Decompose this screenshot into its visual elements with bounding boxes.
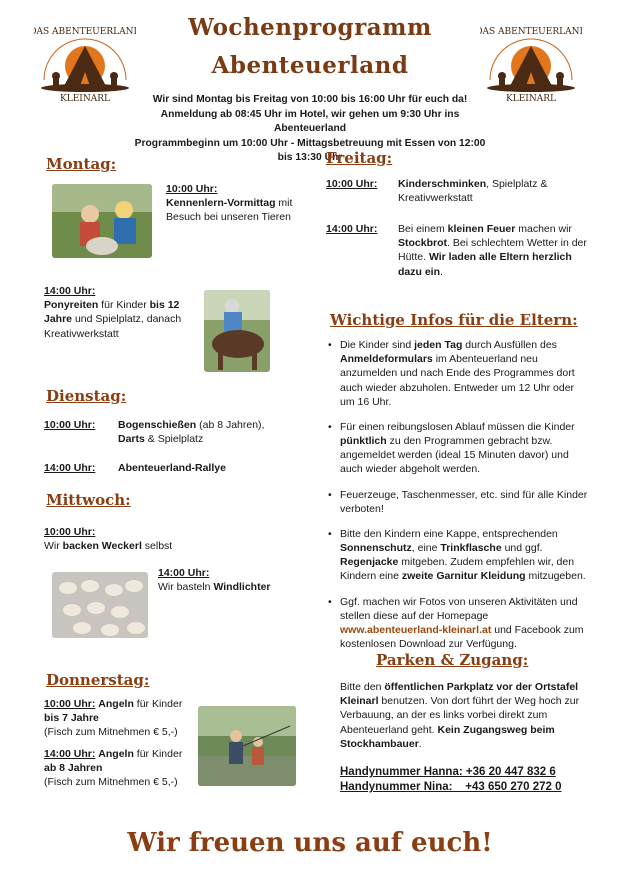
heading-infos: Wichtige Infos für die Eltern:	[330, 311, 578, 329]
parken-text-c: .	[418, 737, 422, 750]
mittwoch-activity-2: Windlichter	[213, 581, 271, 594]
heading-parken: Parken & Zugang:	[376, 651, 529, 669]
photo-fishing	[198, 706, 296, 786]
dienstag-desc-1b: & Spielplatz	[144, 433, 204, 446]
homepage-link[interactable]: www.abenteuerland-kleinarl.at	[340, 623, 492, 636]
info-1-text-c: im Abenteuerland neu anzumelden und nach Ende des Programmes dort auch wieder abzuholen. Entweder um 12 Uhr oder um 16 Uhr.	[340, 353, 575, 408]
info-item-4	[326, 527, 588, 584]
photo-baked-rolls	[52, 572, 148, 638]
info-4-text-b: , eine	[411, 542, 441, 555]
heading-dienstag: Dienstag:	[46, 387, 127, 405]
info-2-text-b: zu den Programmen gebracht bzw. angemeldet werden (ideal 15 Minuten davor) und auch wieder abgeholt werden.	[340, 435, 569, 476]
phone-hanna: Handynummer Hanna: +36 20 447 832 6	[340, 766, 556, 778]
freitag-invite: Wir laden alle Eltern herzlich dazu ein	[398, 251, 572, 278]
info-item-5	[326, 595, 588, 652]
info-item-1	[326, 338, 588, 409]
intro-line-1: Wir sind Montag bis Freitag von 10:00 bis 16:00 Uhr für euch da!	[152, 94, 468, 105]
info-2-bold-a: pünktlich	[340, 435, 387, 448]
freitag-slot-1	[398, 177, 568, 205]
montag-slot-2	[44, 284, 192, 341]
intro-block	[130, 93, 490, 166]
photo-kids-with-animals	[52, 184, 152, 258]
info-4-text-d: mitgeben. Zudem empfehlen wir, den Kindern eine	[340, 556, 575, 583]
info-2-text-a: Für einen reibungslosen Ablauf müssen die Kinder	[340, 420, 575, 433]
page-title-line2: Abenteuerland	[211, 52, 409, 79]
info-1-bold-a: jeden Tag	[414, 339, 463, 351]
donnerstag-desc-2: für Kinder	[133, 748, 183, 760]
dienstag-time-1: 10:00 Uhr:	[44, 419, 96, 431]
info-3-text: Feuerzeuge, Taschenmesser, etc. sind für alle Kinder verboten!	[340, 488, 588, 515]
heading-mittwoch: Mittwoch:	[46, 491, 131, 509]
parken-no-access: Kein Zugangsweg beim Stockhambauer	[340, 723, 555, 750]
info-item-2	[326, 420, 588, 477]
montag-desc-1: mit Besuch bei unseren Tieren	[166, 197, 293, 224]
info-4-bold-a: Sonnenschutz	[340, 542, 412, 555]
mittwoch-desc-1b: selbst	[141, 540, 173, 553]
freitag-activity-1: Kinderschminken	[398, 178, 487, 190]
freitag-desc-2a: Bei einem	[398, 223, 448, 235]
donnerstag-age-1: bis 7 Jahre	[44, 712, 99, 725]
donnerstag-note-1: (Fisch zum Mitnehmen € 5,-)	[44, 726, 178, 739]
montag-activity-1: Kennenlern-Vormittag	[166, 197, 276, 210]
dienstag-time-2: 14:00 Uhr:	[44, 462, 96, 474]
mittwoch-desc-2: Wir basteln	[158, 581, 214, 594]
donnerstag-activity-2: Angeln	[98, 748, 134, 760]
svg-text:DAS ABENTEUERLAND: DAS ABENTEUERLAND	[34, 27, 136, 37]
dienstag-activity-1: Bogenschießen	[118, 419, 197, 431]
heading-donnerstag: Donnerstag:	[46, 671, 150, 689]
info-4-text-c: und ggf.	[501, 542, 543, 555]
mittwoch-activity-1: backen Weckerl	[62, 540, 142, 553]
montag-desc-2b: und Spielplatz, danach Kreativwerkstatt	[44, 313, 182, 340]
parken-text-b: benutzen. Von dort führt der Weg hoch zur Verbauung, an der es links vorbei direkt zum Abenteuerland geht.	[340, 695, 580, 736]
mittwoch-time-2: 14:00 Uhr:	[158, 567, 210, 579]
donnerstag-time-2: 14:00 Uhr:	[44, 748, 96, 760]
intro-line-2: Anmeldung ab 08:45 Uhr im Hotel, wir gehen um 9:30 Uhr ins Abenteuerland	[160, 108, 460, 135]
heading-montag: Montag:	[46, 155, 117, 173]
dienstag-activity-2: Abenteuerland-Rallye	[118, 462, 226, 474]
mittwoch-time-1: 10:00 Uhr:	[44, 526, 96, 538]
infos-list	[326, 338, 588, 662]
montag-time-1: 10:00 Uhr:	[166, 183, 218, 195]
donnerstag-activity-1: Angeln	[98, 698, 134, 710]
donnerstag-time-1: 10:00 Uhr:	[44, 698, 96, 710]
intro-line-3: Programmbeginn um 10:00 Uhr - Mittagsbetreuung mit Essen von 12:00 bis 13:30 Uhr	[134, 137, 486, 164]
freitag-stockbrot: Stockbrot	[398, 237, 448, 250]
parken-text-a: Bitte den	[340, 681, 385, 693]
donnerstag-slot-2	[44, 747, 194, 790]
montag-activity-2: Ponyreiten	[44, 299, 99, 312]
freitag-time-1: 10:00 Uhr:	[326, 178, 378, 190]
svg-text:KLEINARL: KLEINARL	[60, 94, 110, 104]
donnerstag-note-2: (Fisch zum Mitnehmen € 5,-)	[44, 776, 178, 789]
phone-nina: Handynummer Nina: +43 650 270 272 0	[340, 781, 562, 793]
info-4-bold-d: zweite Garnitur Kleidung	[401, 570, 526, 583]
info-4-bold-c: Regenjacke	[340, 556, 399, 569]
montag-slot-1	[166, 182, 306, 225]
info-item-3	[326, 488, 588, 516]
freitag-desc-2d: .	[440, 265, 443, 278]
donnerstag-desc-1: für Kinder	[133, 698, 183, 710]
montag-age-2: bis 12 Jahre	[44, 299, 180, 326]
dienstag-slot-1	[118, 418, 288, 446]
heading-freitag: Freitag:	[326, 149, 393, 167]
freitag-desc-2c: . Bei schlechtem Wetter in der Hütte.	[398, 237, 587, 264]
svg-text:DAS ABENTEUERLAND: DAS ABENTEUERLAND	[480, 27, 582, 37]
freitag-desc-1: , Spielplatz & Kreativwerkstatt	[398, 178, 548, 205]
photo-pony-riding	[204, 290, 270, 372]
info-1-bold-b: Anmeldeformulars	[340, 353, 433, 366]
mittwoch-desc-1a: Wir	[44, 540, 63, 553]
freitag-time-2: 14:00 Uhr:	[326, 223, 378, 235]
parken-location: öffentlichen Parkplatz vor der Ortstafel Kleinarl	[340, 681, 579, 708]
mittwoch-slot-2	[158, 566, 298, 594]
dienstag-activity-1b: Darts	[118, 433, 145, 446]
parken-text	[340, 680, 580, 751]
footer-slogan: Wir freuen uns auf euch!	[127, 828, 493, 858]
info-1-text-a: Die Kinder sind	[340, 339, 415, 351]
montag-time-2: 14:00 Uhr:	[44, 285, 96, 297]
info-1-text-b: durch Ausfüllen des	[462, 339, 557, 351]
dienstag-desc-1: (ab 8 Jahren),	[196, 419, 265, 431]
donnerstag-age-2: ab 8 Jahren	[44, 762, 103, 775]
freitag-fire: kleinen Feuer	[447, 223, 516, 235]
svg-text:KLEINARL: KLEINARL	[506, 94, 556, 104]
freitag-desc-2b: machen wir	[515, 223, 572, 235]
info-4-bold-b: Trinkflasche	[440, 542, 502, 555]
info-4-text-a: Bitte den Kindern eine Kappe, entsprechenden	[340, 527, 558, 540]
donnerstag-slot-1	[44, 697, 194, 740]
mittwoch-slot-1	[44, 525, 244, 553]
montag-desc-2a: für Kinder	[98, 299, 150, 312]
freitag-slot-2	[398, 222, 590, 279]
info-4-text-e: mitzugeben.	[525, 570, 586, 583]
info-5-text-b: und Facebook zum kostenlosen Download zur Verfügung.	[340, 623, 584, 651]
info-5-text-a: Ggf. machen wir Fotos von unseren Aktivitäten und stellen diese auf der Homepage	[340, 595, 578, 622]
page-title-line1: Wochenprogramm	[188, 14, 432, 41]
